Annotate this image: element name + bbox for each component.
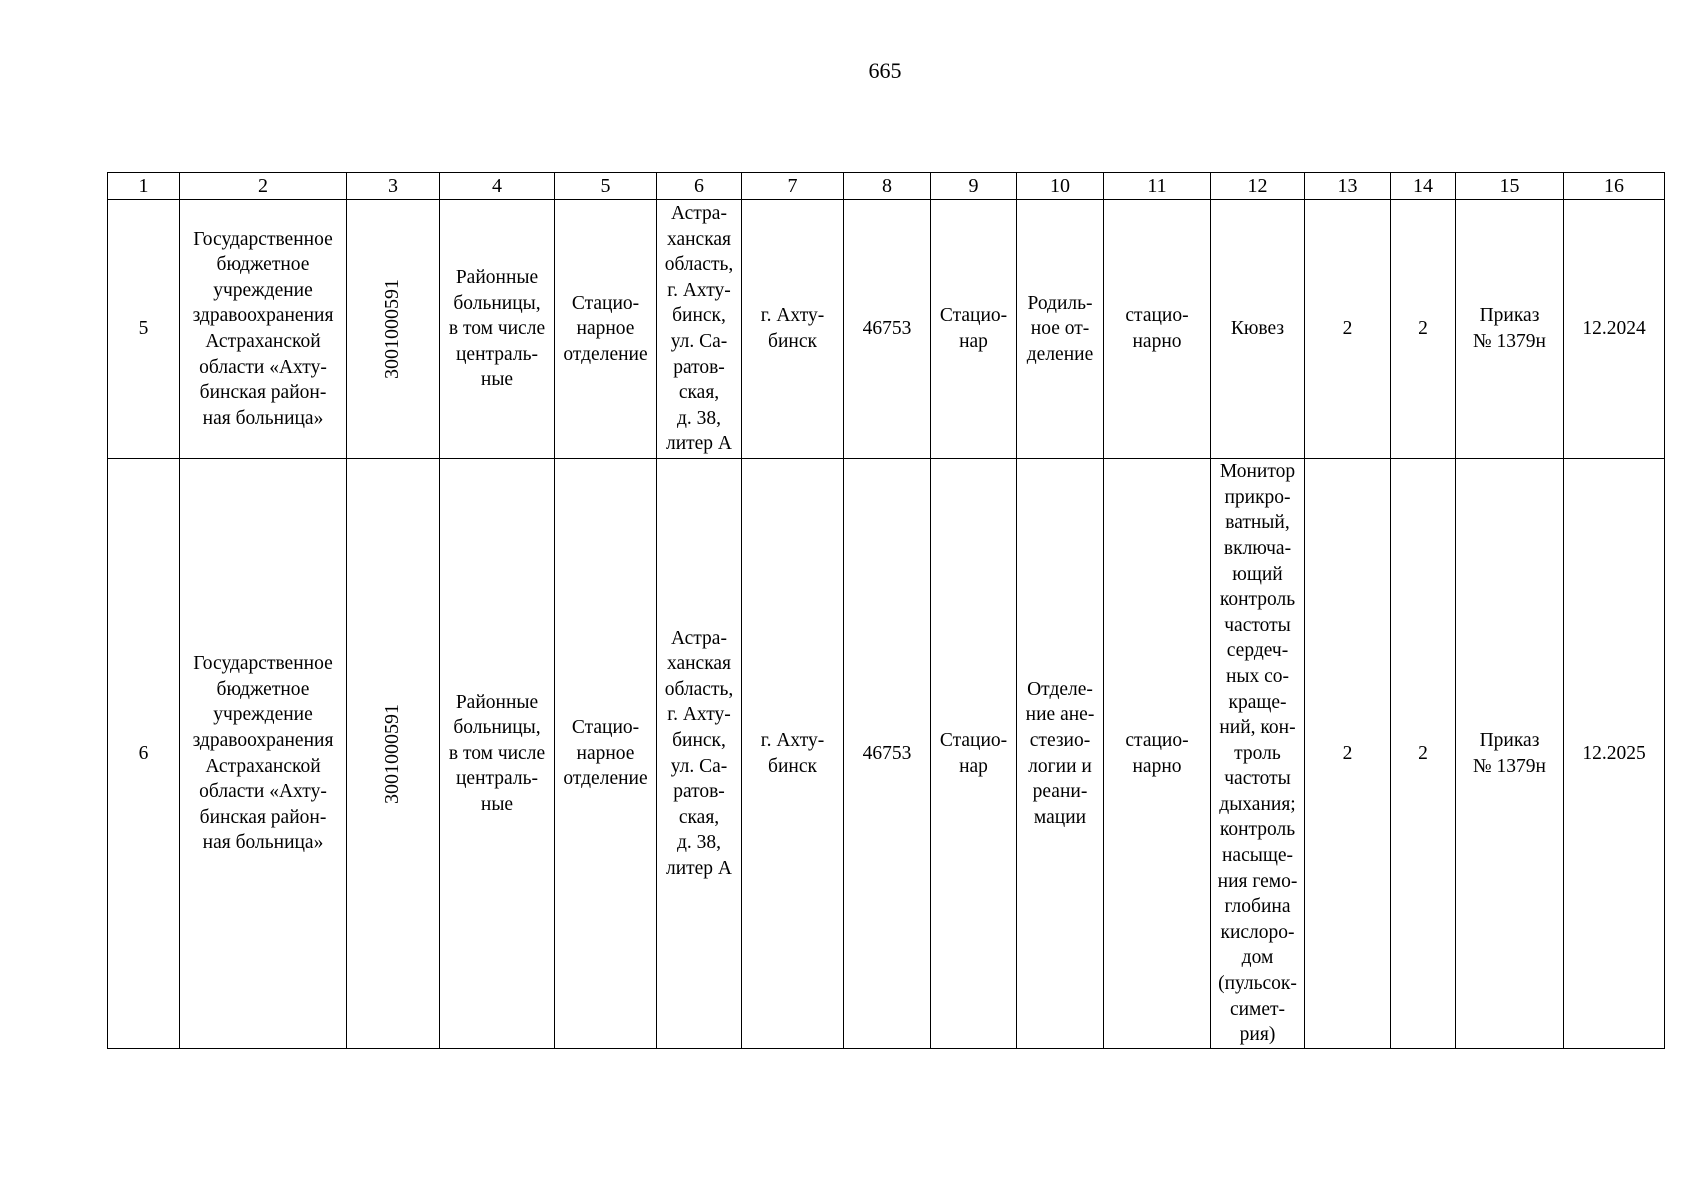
institution-code: 3001000591 bbox=[347, 459, 440, 1049]
equipment-table bbox=[107, 172, 1665, 1049]
quantity-required: 2 bbox=[1305, 200, 1391, 459]
header-cell-4: 4 bbox=[440, 173, 555, 200]
equipment-name: Кювез bbox=[1211, 200, 1305, 459]
header-cell-9: 9 bbox=[931, 173, 1017, 200]
due-date: 12.2025 bbox=[1564, 459, 1665, 1049]
code: 46753 bbox=[844, 200, 931, 459]
code: 46753 bbox=[844, 459, 931, 1049]
quantity-planned: 2 bbox=[1391, 200, 1456, 459]
header-cell-2: 2 bbox=[180, 173, 347, 200]
row-number: 6 bbox=[108, 459, 180, 1049]
care-conditions: стацио- нарно bbox=[1104, 459, 1211, 1049]
locality: г. Ахту- бинск bbox=[742, 459, 844, 1049]
page-number: 665 bbox=[868, 58, 902, 83]
header-cell-10: 10 bbox=[1017, 173, 1104, 200]
table-row bbox=[108, 459, 1665, 1049]
order-reference: Приказ № 1379н bbox=[1456, 459, 1564, 1049]
hospital-type: Районные больницы, в том числе централь- ные bbox=[440, 200, 555, 459]
order-reference: Приказ № 1379н bbox=[1456, 200, 1564, 459]
header-cell-12: 12 bbox=[1211, 173, 1305, 200]
header-cell-15: 15 bbox=[1456, 173, 1564, 200]
hospital-type: Районные больницы, в том числе централь- ные bbox=[440, 459, 555, 1049]
header-cell-6: 6 bbox=[657, 173, 742, 200]
institution-name: Государственное бюджетное учреждение здравоохранения Астраханской области «Ахту- бинская район- ная больница» bbox=[180, 459, 347, 1049]
table-header-row bbox=[108, 173, 1665, 200]
row-number: 5 bbox=[108, 200, 180, 459]
header-cell-3: 3 bbox=[347, 173, 440, 200]
header-cell-1: 1 bbox=[108, 173, 180, 200]
address: Астра- ханская область, г. Ахту- бинск, ул. Са- ратов- ская, д. 38, литер А bbox=[657, 459, 742, 1049]
header-cell-8: 8 bbox=[844, 173, 931, 200]
header-cell-16: 16 bbox=[1564, 173, 1665, 200]
header-cell-13: 13 bbox=[1305, 173, 1391, 200]
address: Астра- ханская область, г. Ахту- бинск, ул. Са- ратов- ская, д. 38, литер А bbox=[657, 200, 742, 459]
care-type: Стацио- нар bbox=[931, 459, 1017, 1049]
quantity-required: 2 bbox=[1305, 459, 1391, 1049]
institution-name: Государственное бюджетное учреждение здравоохранения Астраханской области «Ахту- бинская район- ная больница» bbox=[180, 200, 347, 459]
institution-code: 3001000591 bbox=[347, 200, 440, 459]
equipment-name: Монитор прикро- ватный, включа- ющий контроль частоты сердеч- ных со- краще- ний, кон- троль частоты дыхания; контроль насыще- ния гемо- глобина кислоро- дом (пульсок- симет- рия) bbox=[1211, 459, 1305, 1049]
locality: г. Ахту- бинск bbox=[742, 200, 844, 459]
header-cell-7: 7 bbox=[742, 173, 844, 200]
care-conditions: стацио- нарно bbox=[1104, 200, 1211, 459]
table-row bbox=[108, 200, 1665, 459]
unit-name: Отделе- ние ане- стезио- логии и реани- мации bbox=[1017, 459, 1104, 1049]
department-type: Стацио- нарное отделение bbox=[555, 200, 657, 459]
department-type: Стацио- нарное отделение bbox=[555, 459, 657, 1049]
unit-name: Родиль- ное от- деление bbox=[1017, 200, 1104, 459]
care-type: Стацио- нар bbox=[931, 200, 1017, 459]
quantity-planned: 2 bbox=[1391, 459, 1456, 1049]
due-date: 12.2024 bbox=[1564, 200, 1665, 459]
header-cell-14: 14 bbox=[1391, 173, 1456, 200]
header-cell-5: 5 bbox=[555, 173, 657, 200]
header-cell-11: 11 bbox=[1104, 173, 1211, 200]
